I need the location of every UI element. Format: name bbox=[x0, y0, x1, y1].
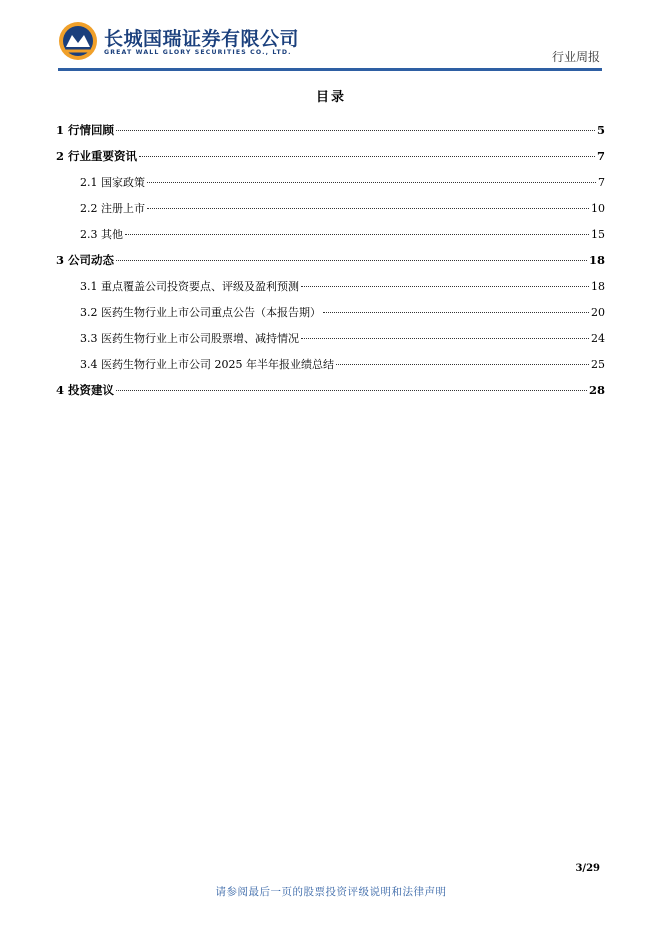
toc-entry-label: 4 投资建议 bbox=[56, 383, 115, 397]
toc-entry-page: 7 bbox=[598, 176, 605, 189]
toc-entry-page: 18 bbox=[588, 253, 605, 267]
toc-entry-registration-listing[interactable] bbox=[56, 200, 605, 226]
toc-leader-dots bbox=[139, 156, 595, 157]
toc-title: 目录 bbox=[315, 90, 346, 105]
toc-entry-page: 24 bbox=[591, 332, 605, 345]
table-of-contents bbox=[56, 122, 605, 408]
toc-entry-label: 3.3 医药生物行业上市公司股票增、减持情况 bbox=[80, 332, 299, 345]
toc-entry-market-review[interactable] bbox=[56, 122, 605, 148]
toc-entry-company-updates[interactable] bbox=[56, 252, 605, 278]
toc-entry-investment-advice[interactable] bbox=[56, 382, 605, 408]
toc-leader-dots bbox=[336, 364, 589, 365]
toc-entry-label: 2 行业重要资讯 bbox=[56, 149, 138, 163]
toc-entry-interim-results[interactable] bbox=[56, 356, 605, 382]
toc-leader-dots bbox=[323, 312, 589, 313]
toc-entry-national-policy[interactable] bbox=[56, 174, 605, 200]
toc-leader-dots bbox=[301, 338, 589, 339]
toc-entry-key-announcements[interactable] bbox=[56, 304, 605, 330]
toc-entry-label: 2.2 注册上市 bbox=[80, 202, 145, 215]
toc-entry-page: 5 bbox=[596, 123, 605, 137]
toc-entry-label: 3.2 医药生物行业上市公司重点公告（本报告期） bbox=[80, 306, 321, 319]
toc-entry-label: 2.1 国家政策 bbox=[80, 176, 145, 189]
toc-entry-label: 2.3 其他 bbox=[80, 228, 123, 241]
company-name-cn: 长城国瑞证券有限公司 bbox=[104, 28, 300, 50]
toc-entry-page: 20 bbox=[591, 306, 605, 319]
toc-leader-dots bbox=[116, 130, 595, 131]
toc-entry-industry-news[interactable] bbox=[56, 148, 605, 174]
page-header bbox=[0, 0, 662, 72]
company-name-en: GREAT WALL GLORY SECURITIES CO., LTD. bbox=[104, 49, 292, 56]
company-logo-icon bbox=[58, 21, 98, 61]
header-divider bbox=[58, 68, 602, 71]
toc-entry-label: 3 公司动态 bbox=[56, 253, 115, 267]
toc-entry-page: 25 bbox=[591, 358, 605, 371]
toc-leader-dots bbox=[147, 182, 596, 183]
toc-entry-label: 3.1 重点覆盖公司投资要点、评级及盈利预测 bbox=[80, 280, 299, 293]
toc-leader-dots bbox=[301, 286, 589, 287]
toc-leader-dots bbox=[147, 208, 589, 209]
toc-entry-label: 3.4 医药生物行业上市公司 2025 年半年报业绩总结 bbox=[80, 358, 334, 371]
toc-entry-other[interactable] bbox=[56, 226, 605, 252]
toc-entry-shareholding-changes[interactable] bbox=[56, 330, 605, 356]
toc-entry-page: 18 bbox=[591, 280, 605, 293]
toc-leader-dots bbox=[116, 390, 587, 391]
toc-entry-page: 15 bbox=[591, 228, 605, 241]
toc-entry-page: 10 bbox=[591, 202, 605, 215]
toc-entry-key-coverage[interactable] bbox=[56, 278, 605, 304]
toc-leader-dots bbox=[116, 260, 587, 261]
toc-entry-label: 1 行情回顾 bbox=[56, 123, 115, 137]
report-type: 行业周报 bbox=[551, 50, 600, 64]
footer-disclaimer: 请参阅最后一页的股票投资评级说明和法律声明 bbox=[215, 886, 447, 898]
page-number: 3/29 bbox=[575, 863, 600, 874]
toc-entry-page: 7 bbox=[596, 149, 605, 163]
toc-entry-page: 28 bbox=[588, 383, 605, 397]
toc-leader-dots bbox=[125, 234, 589, 235]
